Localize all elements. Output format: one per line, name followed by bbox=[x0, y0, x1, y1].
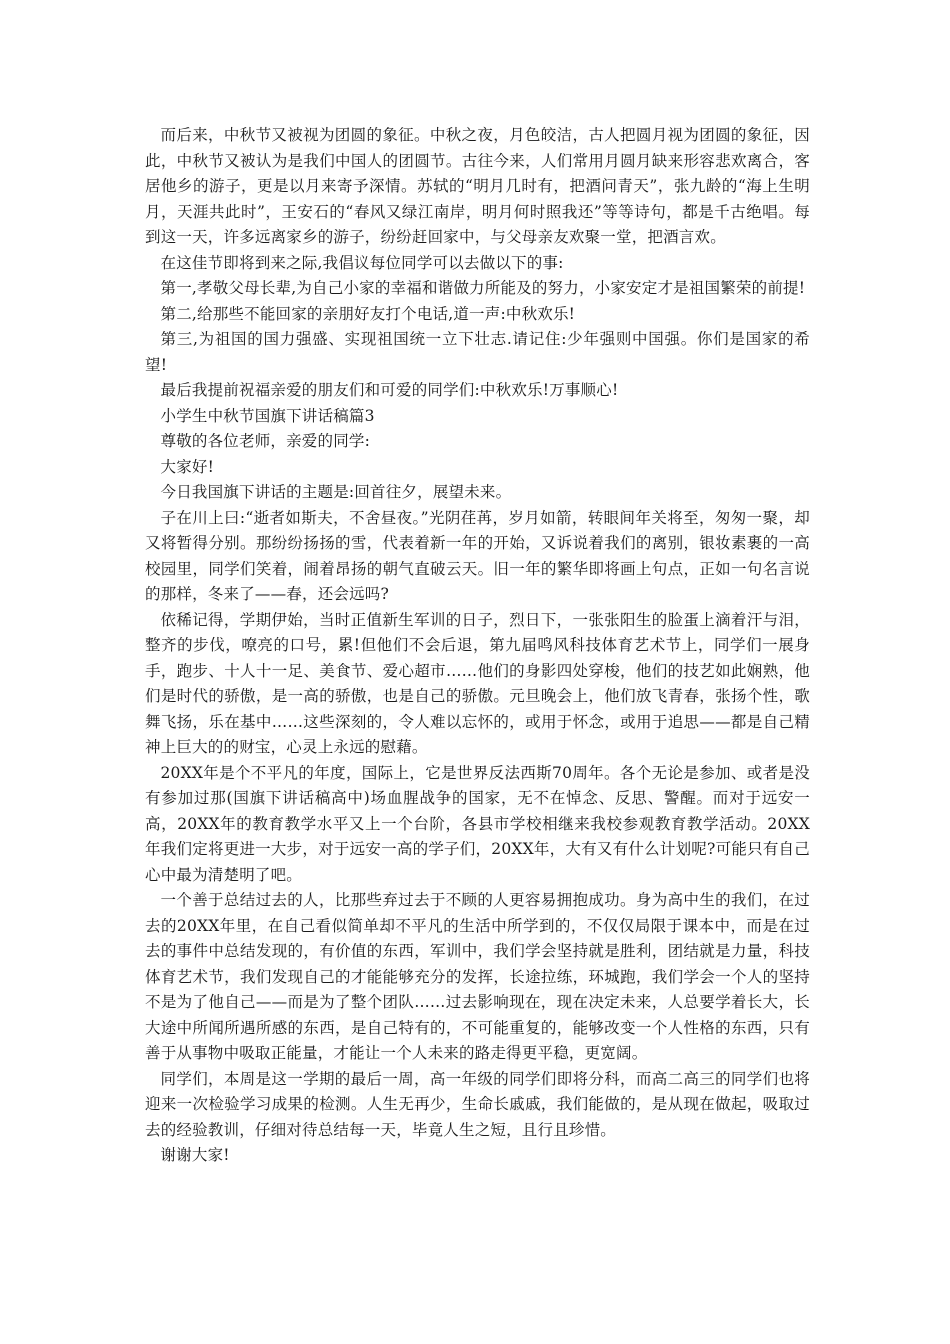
greeting: 大家好! bbox=[160, 457, 215, 476]
paragraph-third-point: 第三,为祖国的国力强盛、实现祖国统一立下壮志.请记住:少年强则中国强。你们是国家的希望! bbox=[145, 330, 810, 374]
paragraph-proposal-intro: 在这佳节即将到来之际,我倡议每位同学可以去做以下的事: bbox=[160, 253, 564, 272]
paragraph-first-point: 第一,孝敬父母长辈,为自己小家的幸福和谐做力所能及的努力，小家安定才是祖国繁荣的前提! bbox=[160, 279, 806, 297]
section-title: 小学生中秋节国旗下讲话稿篇3 bbox=[160, 406, 375, 425]
paragraph-reflection: 一个善于总结过去的人，比那些弃过去于不顾的人更容易拥抱成功。身为高中生的我们，在过去的20XX年里，在自己看似简单却不平凡的生活中所学到的，不仅仅局限于课本中，而是在过去的事件中总结发现的，有价值的东西，军训中，我们学会坚持就是胜利，团结就是力量，科技体育艺术节，我们发现自己的才能能够充分的发挥，长途拉练，环城跑，我们学会一个人的坚持不是为了他自己——而是为了整个团队……过去影响现在，现在决定未来，人总要学着长大，长大途中所闻所遇所感的东西，是自己特有的，不可能重复的，能够改变一个人性格的东西，只有善于从事物中吸取正能量，才能让一个人未来的路走得更平稳，更宽阔。 bbox=[145, 891, 810, 1062]
paragraph-final-week: 同学们，本周是这一学期的最后一周，高一年级的同学们即将分科，而高二高三的同学们也将迎来一次检验学习成果的检测。人生无再少，生命长戚戚，我们能做的，是从现在做起，吸取过去的经验教训，仔细对待总结每一天，毕竟人生之短，且行且珍惜。 bbox=[145, 1069, 810, 1139]
paragraph-blessing: 最后我提前祝福亲爱的朋友们和可爱的同学们:中秋欢乐!万事顺心! bbox=[160, 381, 619, 399]
paragraph-time-passing: 子在川上曰:“逝者如斯夫，不舍昼夜。”光阴荏苒，岁月如箭，转眼间年关将至，匆匆一聚，却又将暂得分别。那纷纷扬扬的雪，代表着新一年的开始，又诉说着我们的离别，银妆素裹的一高校园里，同学们笑着，闹着昂扬的朝气直破云天。旧一年的繁华即将画上句点，正如一句名言说的那样，冬来了——春，还会远吗? bbox=[145, 508, 810, 603]
closing-thanks: 谢谢大家! bbox=[160, 1146, 230, 1164]
paragraph-year-review: 20XX年是个不平凡的年度，国际上，它是世界反法西斯70周年。各个无论是参加、或者是没有参加过那(国旗下讲话稿高中)场血腥战争的国家，无不在悼念、反思、警醒。而对于远安一高，20XX年的教育教学水平又上一个台阶，各县市学校相继来我校参观教育教学活动。20XX年我们定将更进一大步，对于远安一高的学子们，20XX年，大有又有什么计划呢?可能只有自己心中最为清楚明了吧。 bbox=[145, 763, 810, 884]
salutation: 尊敬的各位老师，亲爱的同学: bbox=[160, 432, 371, 450]
document-body bbox=[145, 123, 810, 1169]
paragraph-semester-memories: 依稀记得，学期伊始，当时正值新生军训的日子，烈日下，一张张阳生的脸蛋上滴着汗与泪，整齐的步伐，嘹亮的口号，累!但他们不会后退，第九届鸣风科技体育艺术节上，同学们一展身手，跑步、十人十一足、美食节、爱心超市……他们的身影四处穿梭，他们的技艺如此娴熟，他们是时代的骄傲，是一高的骄傲，也是自己的骄傲。元旦晚会上，他们放飞青春，张扬个性，歌舞飞扬，乐在基中……这些深刻的，令人难以忘怀的，或用于怀念，或用于追思——都是自己精神上巨大的的财宝，心灵上永远的慰藉。 bbox=[145, 610, 810, 756]
paragraph-theme: 今日我国旗下讲话的主题是:回首往夕，展望未来。 bbox=[160, 483, 512, 501]
paragraph-mid-autumn-reunion: 而后来，中秋节又被视为团圆的象征。中秋之夜，月色皎洁，古人把圆月视为团圆的象征，因此，中秋节又被认为是我们中国人的团圆节。古往今来，人们常用月圆月缺来形容悲欢离合，客居他乡的游子，更是以月来寄予深情。苏轼的“明月几时有，把酒问青天”，张九龄的“海上生明月，天涯共此时”，王安石的“春风又绿江南岸，明月何时照我还”等等诗句，都是千古绝唱。每到这一天，许多远离家乡的游子，纷纷赶回家中，与父母亲友欢聚一堂，把酒言欢。 bbox=[145, 126, 810, 246]
paragraph-second-point: 第二,给那些不能回家的亲朋好友打个电话,道一声:中秋欢乐! bbox=[160, 304, 576, 323]
